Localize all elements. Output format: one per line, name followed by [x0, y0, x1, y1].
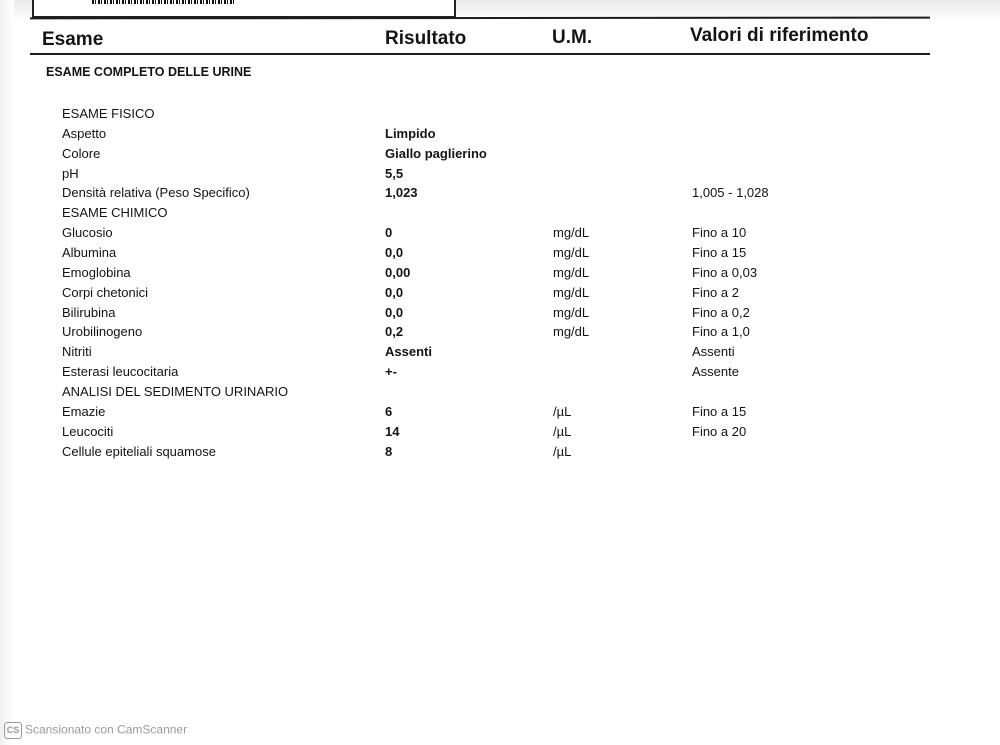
- exam-name: ESAME CHIMICO: [62, 205, 168, 221]
- exam-name: Bilirubina: [62, 304, 116, 320]
- exam-name: Emazie: [62, 403, 106, 419]
- result-value: 8: [385, 443, 393, 459]
- result-value: Assenti: [385, 344, 432, 360]
- result-value: Giallo paglierino: [385, 145, 487, 161]
- reference-value: Fino a 0,03: [692, 264, 758, 280]
- patient-label-box: [32, 0, 456, 18]
- table-row: [0, 442, 1000, 462]
- unit-value: mg/dL: [553, 225, 590, 241]
- unit-value: /µL: [553, 443, 572, 459]
- reference-value: Fino a 15: [692, 245, 747, 260]
- column-header-result: Risultato: [385, 28, 467, 49]
- table-row: [0, 263, 1000, 283]
- exam-name: pH: [62, 165, 79, 181]
- column-header-reference: Valori di riferimento: [690, 25, 869, 46]
- header-bottom-rule: [30, 53, 930, 55]
- exam-name: Urobilinogeno: [62, 324, 143, 340]
- table-row: [0, 322, 1000, 342]
- table-row: [0, 144, 1000, 164]
- exam-name: Densità relativa (Peso Specifico): [62, 185, 250, 201]
- result-value: 0,0: [385, 284, 404, 300]
- column-header-exam: Esame: [42, 29, 104, 50]
- reference-value: Fino a 15: [692, 403, 747, 419]
- unit-value: /µL: [553, 403, 572, 419]
- camscanner-logo-icon: CS: [4, 722, 22, 739]
- reference-value: Fino a 1,0: [692, 324, 750, 340]
- unit-value: mg/dL: [553, 245, 590, 260]
- table-row: [0, 183, 1000, 203]
- table-row: [0, 164, 1000, 184]
- exam-name: ESAME FISICO: [62, 106, 155, 121]
- reference-value: Fino a 2: [692, 284, 739, 300]
- reference-value: Fino a 10: [692, 225, 747, 241]
- table-row: [0, 303, 1000, 323]
- result-value: 0: [385, 225, 393, 241]
- exam-name: ANALISI DEL SEDIMENTO URINARIO: [62, 383, 289, 399]
- reference-value: Assente: [692, 364, 739, 380]
- exam-name: Nitriti: [62, 344, 92, 360]
- unit-value: mg/dL: [553, 304, 590, 320]
- result-value: 0,0: [385, 304, 404, 320]
- table-row: [0, 124, 1000, 144]
- result-value: 0,0: [385, 245, 404, 260]
- watermark-text: Scansionato con CamScanner: [25, 722, 188, 737]
- result-value: 0,2: [385, 324, 404, 340]
- exam-name: Albumina: [62, 245, 117, 260]
- table-row: [0, 223, 1000, 243]
- table-row: [0, 382, 1000, 402]
- exam-name: Emoglobina: [62, 264, 131, 280]
- table-row: [0, 342, 1000, 362]
- exam-name: Leucociti: [62, 423, 114, 439]
- reference-value: Assenti: [692, 344, 735, 360]
- exam-name: Corpi chetonici: [62, 284, 148, 300]
- reference-value: Fino a 0,2: [692, 304, 750, 320]
- exam-name: Glucosio: [62, 225, 113, 241]
- result-value: Limpido: [385, 125, 436, 141]
- barcode-image: [92, 0, 234, 4]
- unit-value: mg/dL: [553, 264, 590, 280]
- exam-name: Esterasi leucocitaria: [62, 364, 179, 380]
- result-value: 5,5: [385, 165, 404, 181]
- table-row: [0, 283, 1000, 303]
- result-value: +-: [385, 364, 397, 380]
- section-title: ESAME COMPLETO DELLE URINE: [46, 65, 252, 79]
- reference-value: 1,005 - 1,028: [692, 185, 769, 201]
- table-row: [0, 402, 1000, 422]
- table-row: [0, 104, 1000, 124]
- exam-name: Cellule epiteliali squamose: [62, 443, 216, 459]
- result-value: 6: [385, 403, 393, 419]
- unit-value: mg/dL: [553, 324, 590, 340]
- unit-value: /µL: [553, 423, 572, 439]
- table-row: [0, 362, 1000, 382]
- exam-name: Colore: [62, 145, 101, 161]
- camscanner-watermark: [4, 722, 187, 739]
- result-value: 1,023: [385, 185, 418, 201]
- table-row: [0, 203, 1000, 223]
- column-header-unit: U.M.: [552, 27, 593, 48]
- unit-value: mg/dL: [553, 284, 590, 300]
- result-value: 14: [385, 423, 400, 439]
- exam-name: Aspetto: [62, 125, 107, 141]
- reference-value: Fino a 20: [692, 423, 747, 439]
- result-value: 0,00: [385, 264, 411, 280]
- table-row: [0, 422, 1000, 442]
- table-row: [0, 243, 1000, 263]
